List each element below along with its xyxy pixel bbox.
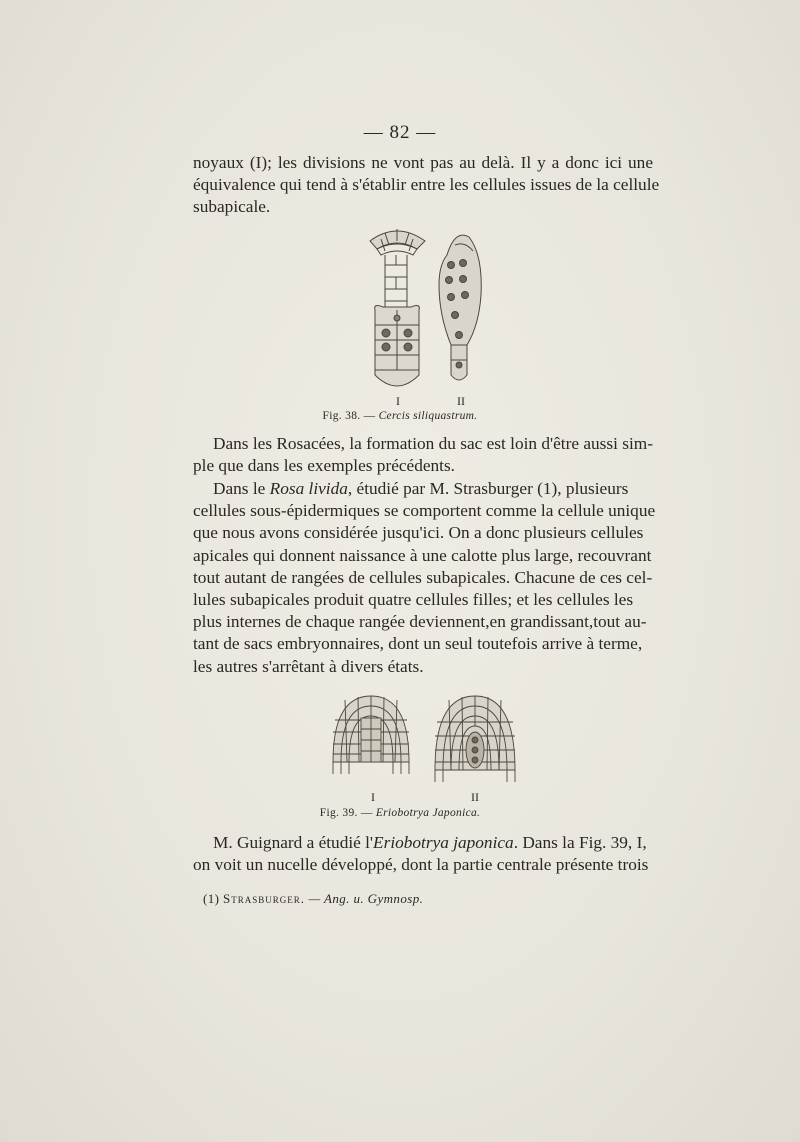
text-fragment: . Dans la Fig. 39, I,	[513, 833, 647, 852]
figure-38-label-i: I	[396, 394, 400, 408]
text-line	[193, 832, 653, 854]
paragraph-3	[193, 478, 656, 678]
text-fragment: Dans le	[213, 479, 270, 498]
figure-39-caption	[0, 807, 800, 819]
paragraph-4	[193, 832, 653, 876]
text-line: ple que dans les exemples précédents.	[193, 456, 456, 476]
text-line: les autres s'arrêtant à divers états.	[193, 656, 424, 676]
text-line: noyaux (I); les divisions ne vont pas au delà. Il y a donc ici une	[193, 153, 653, 172]
text-line	[193, 478, 653, 500]
figure-39-label-ii: II	[471, 790, 479, 804]
caption-prefix: Fig. 38. —	[322, 410, 376, 422]
text-fragment: M. Guignard a étudié l'	[213, 833, 374, 852]
text-line: que nous avons considérée jusqu'ici. On a donc plusieurs cellules	[193, 523, 644, 543]
text-line: subapicale.	[193, 197, 271, 217]
footnote-marker: (1)	[203, 891, 220, 906]
figure-39-label-i: I	[371, 790, 375, 804]
species-name: Eriobotrya japonica	[373, 833, 514, 852]
caption-species: Eriobotrya Japonica.	[375, 807, 481, 819]
text-fragment: , étudié par M. Strasburger (1), plusieurs	[347, 479, 629, 498]
paragraph-1	[193, 152, 660, 219]
figure-38-label-ii: II	[457, 394, 465, 408]
figure-39-illustration	[325, 692, 525, 784]
footnote-work: — Ang. u. Gymnosp.	[308, 891, 424, 906]
species-name: Rosa livida	[269, 479, 348, 498]
text-line: équivalence qui tend à s'établir entre les cellules issues de la cellule	[193, 175, 660, 195]
text-line: lules subapicales produit quatre cellules filles; et les cellules les	[193, 590, 634, 610]
text-line: tout autant de rangées de cellules subapicales. Chacune de ces cel-	[193, 567, 653, 587]
page-number: — 82 —	[363, 122, 437, 143]
text-line: on voit un nucelle développé, dont la partie centrale présente trois	[193, 855, 649, 875]
footnote-author: Strasburger.	[223, 891, 306, 906]
text-line: cellules sous-épidermiques se comportent comme la cellule unique	[193, 501, 656, 521]
figure-38-caption	[0, 410, 800, 422]
text-line: apicales qui donnent naissance à une calotte plus large, recouvrant	[193, 545, 652, 565]
text-line: plus internes de chaque rangée deviennent,en grandissant,tout au-	[193, 612, 647, 632]
text-line: tant de sacs embryonnaires, dont un seul toutefois arrive à terme,	[193, 634, 643, 654]
paragraph-2	[193, 433, 653, 477]
figure-38-illustration	[355, 225, 495, 395]
text-line: Dans les Rosacées, la formation du sac est loin d'être aussi sim-	[213, 434, 653, 453]
footnote	[203, 891, 423, 907]
caption-prefix: Fig. 39. —	[319, 807, 373, 819]
caption-species: Cercis siliquastrum.	[378, 410, 478, 422]
